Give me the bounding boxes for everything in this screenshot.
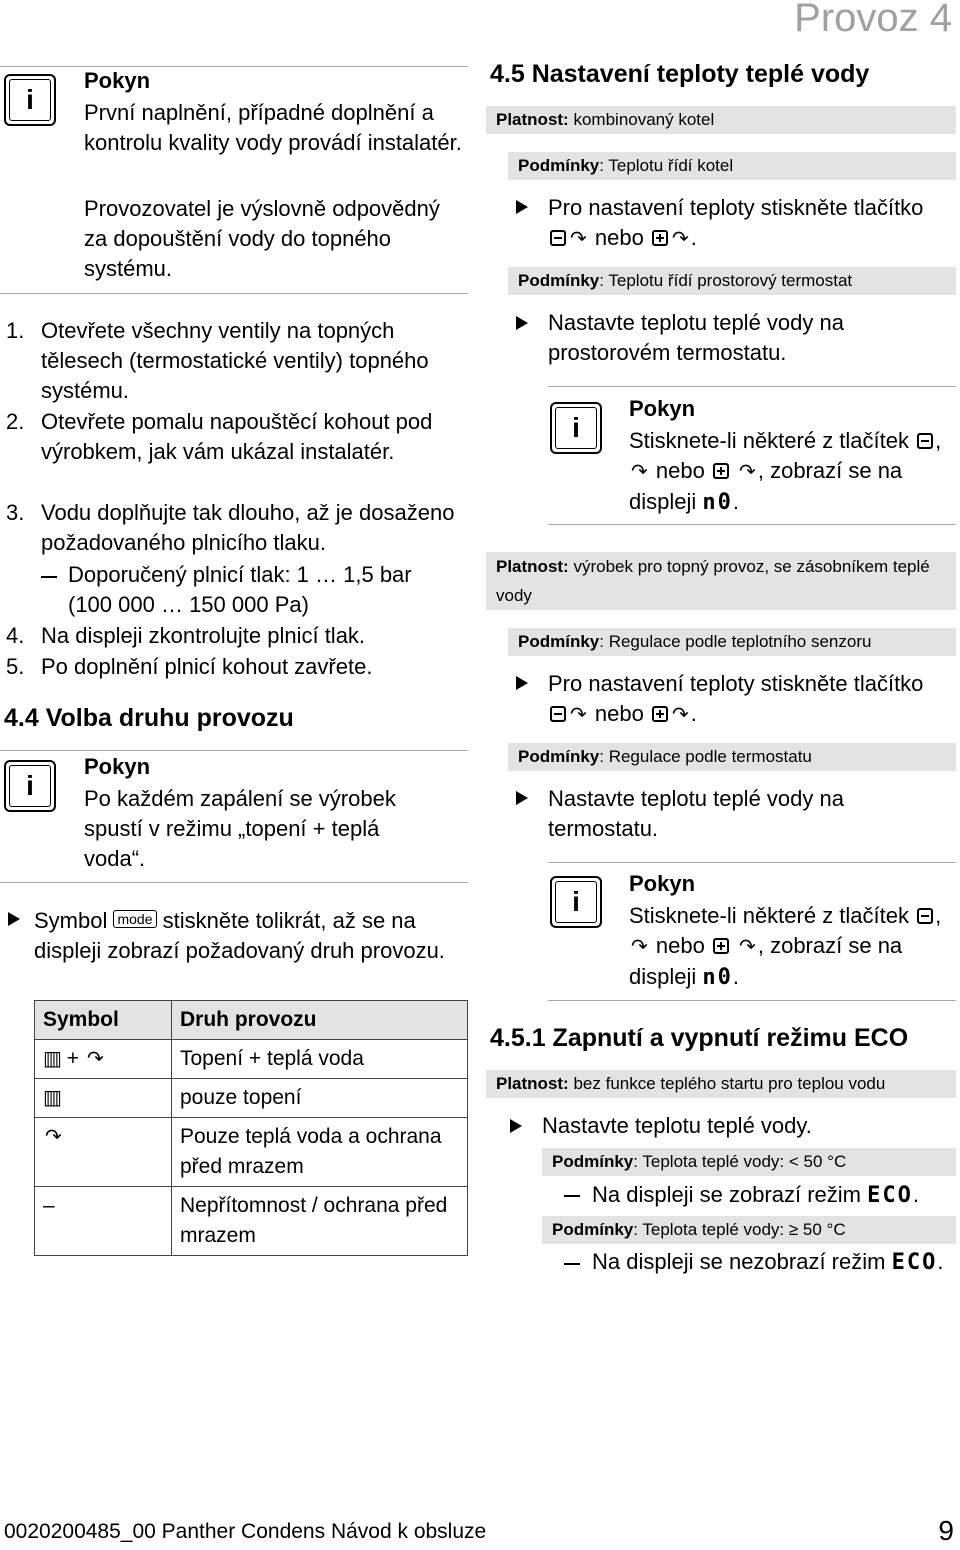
conditions-bar: Podmínky: Teplotu řídí prostorový termostat <box>508 267 956 295</box>
tap-icon: ↶ <box>45 1126 62 1148</box>
document-footer: 0020200485_00 Panther Condens Návod k obsluze <box>4 1520 487 1543</box>
note-text: Stisknete-li některé z tlačítek , ↶ nebo ↶, zobrazí se na displeji n0. <box>629 903 942 990</box>
section-heading: 4.5.1 Zapnutí a vypnutí režimu ECO <box>490 1024 909 1052</box>
info-icon: i <box>550 402 602 454</box>
step-number: 1. <box>6 318 25 343</box>
note-text: První naplnění, případné doplnění a kontrolu kvality vody provádí instalatér. <box>84 100 462 155</box>
arrow-bullet-icon <box>516 316 528 330</box>
step-text: Otevřete všechny ventily na topných tělesech (termostatické ventily) topného systému. <box>41 318 429 403</box>
tap-icon: ↶ <box>671 704 689 726</box>
instruction-text: Nastavte teplotu teplé vody na prostorovém termostatu. <box>548 310 844 365</box>
step-text: Po doplnění plnicí kohout zavřete. <box>41 654 373 679</box>
step-text: Otevřete pomalu napouštěcí kohout pod výrobkem, jak vám ukázal instalatér. <box>41 409 433 464</box>
arrow-bullet-icon <box>516 200 528 214</box>
table-row <box>35 1118 468 1187</box>
sub-step-text: Doporučený plnicí tlak: 1 … 1,5 bar (100 000 … 150 000 Pa) <box>68 562 412 617</box>
radiator-icon: ▥ <box>43 1048 61 1070</box>
info-icon: i <box>4 760 56 812</box>
conditions-bar: Podmínky: Teplota teplé vody: ≥ 50 °C <box>542 1216 956 1244</box>
validity-bar: Platnost: výrobek pro topný provoz, se zásobníkem teplé vody <box>486 552 956 610</box>
dash-bullet <box>564 1195 580 1197</box>
plus-button-icon <box>652 706 668 722</box>
validity-bar: Platnost: kombinovaný kotel <box>486 106 956 134</box>
note-text: Provozovatel je výslovně odpovědný za dopouštění vody do topného systému. <box>84 196 440 281</box>
dash-bullet <box>564 1263 580 1265</box>
table-row <box>35 1187 468 1256</box>
result-text: Na displeji se zobrazí režim ECO. <box>592 1182 919 1208</box>
mode-key-icon: mode <box>113 910 156 928</box>
conditions-bar: Podmínky: Teplotu řídí kotel <box>508 152 956 180</box>
chapter-header: Provoz 4 <box>794 0 952 40</box>
table-cell: – <box>35 1187 172 1256</box>
divider <box>0 882 468 883</box>
tap-icon: ↶ <box>739 461 756 483</box>
note-title: Pokyn <box>84 68 151 93</box>
tap-icon: ↶ <box>671 228 689 250</box>
table-cell: pouze topení <box>172 1079 468 1118</box>
mode-table <box>34 1000 468 1256</box>
display-readout: n0 <box>702 965 733 990</box>
minus-button-icon <box>550 706 566 722</box>
plus-button-icon <box>713 938 729 954</box>
minus-button-icon <box>917 908 933 924</box>
instruction-text: Pro nastavení teploty stiskněte tlačítko ↶ nebo ↶. <box>548 193 928 254</box>
divider <box>0 750 468 751</box>
step-text: Vodu doplňujte tak dlouho, až je dosaženo požadovaného plnicího tlaku. <box>41 500 455 555</box>
plus-button-icon <box>713 463 729 479</box>
minus-button-icon <box>550 230 566 246</box>
step-text: Na displeji zkontrolujte plnicí tlak. <box>41 623 366 648</box>
arrow-bullet-icon <box>8 912 20 926</box>
arrow-bullet-icon <box>516 791 528 805</box>
step-number: 4. <box>6 623 25 648</box>
arrow-bullet-icon <box>510 1119 522 1133</box>
table-header: Symbol <box>35 1001 172 1040</box>
conditions-bar: Podmínky: Regulace podle teplotního senzoru <box>508 628 956 656</box>
note-title: Pokyn <box>629 396 696 421</box>
instruction-text: Pro nastavení teploty stiskněte tlačítko ↶ nebo ↶. <box>548 669 928 730</box>
table-cell: Pouze teplá voda a ochrana před mrazem <box>172 1118 468 1187</box>
minus-button-icon <box>917 433 933 449</box>
table-row: ▥ + ↶ Topení + teplá voda <box>35 1040 468 1079</box>
instruction-text: Symbol mode stiskněte tolikrát, až se na displeji zobrazí požadovaný druh provozu. <box>34 908 445 963</box>
section-heading: 4.4 Volba druhu provozu <box>4 704 294 732</box>
radiator-icon: ▥ <box>43 1087 61 1109</box>
tap-icon: ↶ <box>570 228 587 250</box>
note-title: Pokyn <box>84 754 151 779</box>
arrow-bullet-icon <box>516 676 528 690</box>
divider <box>548 1000 956 1001</box>
divider <box>548 524 956 525</box>
note-title: Pokyn <box>629 871 696 896</box>
table-cell: Topení + teplá voda <box>172 1040 468 1079</box>
tap-icon: ↶ <box>631 936 648 958</box>
tap-icon: ↶ <box>86 1048 104 1070</box>
divider <box>0 66 468 67</box>
note-text: Po každém zapálení se výrobek spustí v režimu „topení + teplá voda“. <box>84 786 396 871</box>
step-number: 2. <box>6 409 25 434</box>
conditions-bar: Podmínky: Regulace podle termostatu <box>508 743 956 771</box>
result-text: Na displeji se nezobrazí režim ECO. <box>592 1249 944 1275</box>
step-number: 5. <box>6 654 25 679</box>
dash-bullet <box>41 576 57 578</box>
table-cell: Nepřítomnost / ochrana před mrazem <box>172 1187 468 1256</box>
tap-icon: ↶ <box>570 704 587 726</box>
validity-bar: Platnost: bez funkce teplého startu pro teplou vodu <box>486 1070 956 1098</box>
tap-icon: ↶ <box>631 461 648 483</box>
plus-button-icon <box>652 230 668 246</box>
section-heading: 4.5 Nastavení teploty teplé vody <box>490 60 870 88</box>
divider <box>0 293 468 294</box>
tap-icon: ↶ <box>739 936 756 958</box>
instruction-text: Nastavte teplotu teplé vody na termostatu. <box>548 786 844 841</box>
info-icon: i <box>4 74 56 126</box>
conditions-bar: Podmínky: Teplota teplé vody: < 50 °C <box>542 1148 956 1176</box>
divider <box>548 386 956 387</box>
step-number: 3. <box>6 500 25 525</box>
note-text: Stisknete-li některé z tlačítek , ↶ nebo ↶, zobrazí se na displeji n0. <box>629 428 942 515</box>
table-row <box>35 1079 468 1118</box>
display-readout: n0 <box>702 490 733 515</box>
instruction-text: Nastavte teplotu teplé vody. <box>542 1113 812 1138</box>
info-icon: i <box>550 876 602 928</box>
page-number: 9 <box>938 1515 954 1546</box>
table-header: Druh provozu <box>172 1001 468 1040</box>
display-readout: ECO <box>891 1250 938 1275</box>
divider <box>548 862 956 863</box>
display-readout: ECO <box>867 1183 913 1208</box>
